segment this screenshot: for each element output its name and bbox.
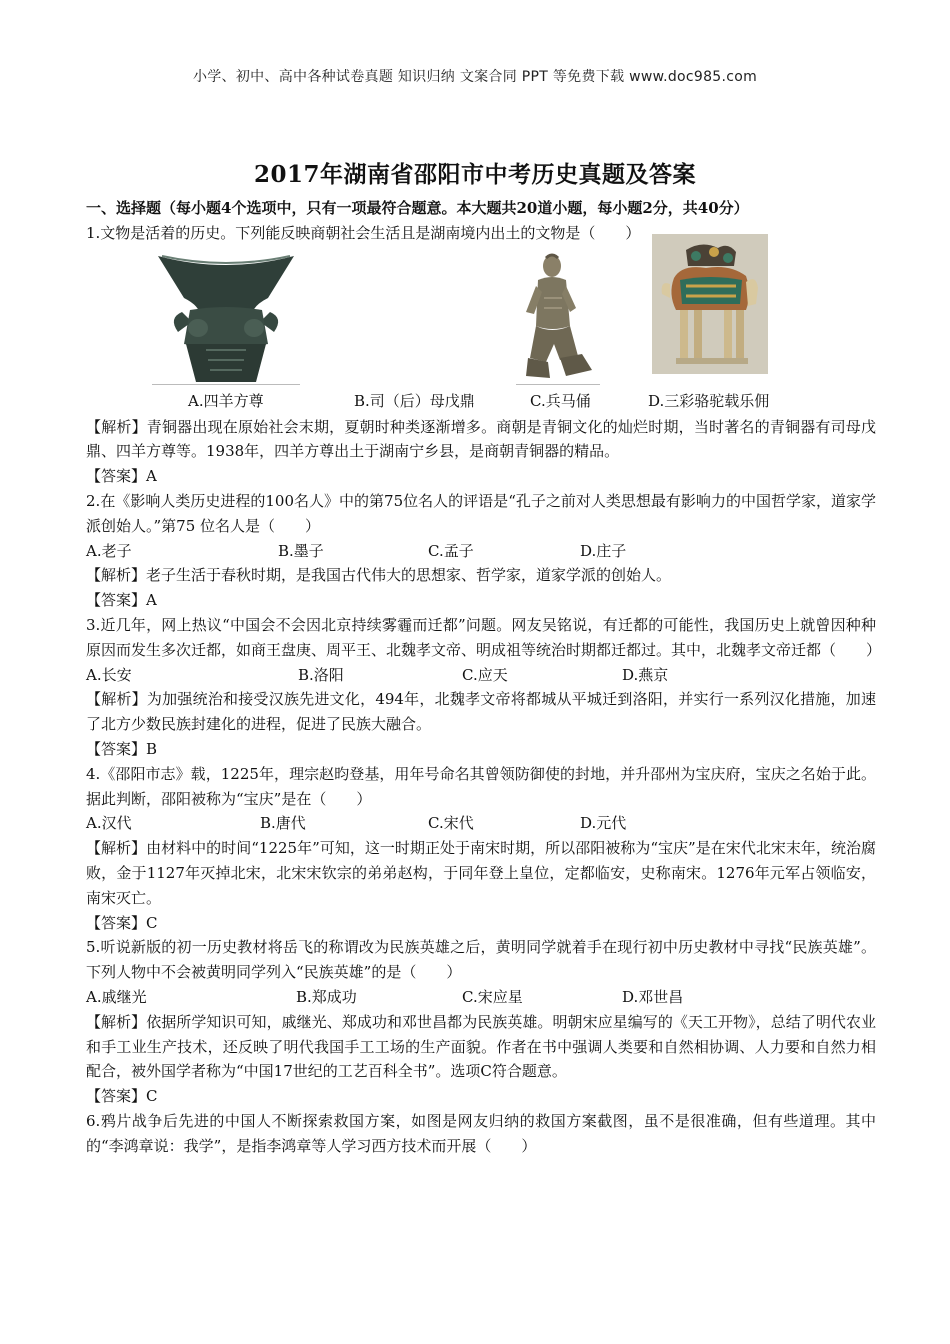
q3-options [86,663,876,688]
q4-stem: 4.《邵阳市志》载，1225年，理宗赵昀登基，用年号命名其曾领防御使的封地，并升邵州为宝庆府，宝庆之名始于此。据此判断，邵阳被称为“宝庆”是在（ ） [86,764,876,808]
q4-answer: 【答案】C [86,913,158,932]
tricolor-camel-image [652,234,768,374]
q2-stem: 2.在《影响人类历史进程的100名人》中的第75位名人的评语是“孔子之前对人类思想最有影响力的中国哲学家，道家学派创始人。”第75 位名人是（ ） [86,491,876,535]
q5-option-c: C.宋应星 [462,987,523,1006]
q5-option-b: B.郑成功 [296,987,357,1006]
terracotta-warrior-image [516,252,600,386]
q2-answer: 【答案】A [86,591,157,610]
q1-option-c: C.兵马俑 [530,391,591,410]
q3-analysis: 【解析】为加强统治和接受汉族先进文化，494年，北魏孝文帝将都城从平城迁到洛阳，并实行一系列汉化措施，加速了北方少数民族封建化的进程，促进了民族大融合。 [86,690,876,734]
q2-options [86,539,876,564]
q1-stem: 1.文物是活着的历史。下列能反映商朝社会生活且是湖南境内出土的文物是（ ） [86,223,641,242]
q5-stem: 5.听说新版的初一历史教材将岳飞的称谓改为民族英雄之后，黄明同学就着手在现行初中历史教材中寻找“民族英雄”。下列人物中不会被黄明同学列入“民族英雄”的是（ ） [86,938,876,982]
q3-stem: 3.近几年，网上热议“中国会不会因北京持续雾霾而迁都”问题。网友吴铭说，有迁都的可能性，我国历史上就曾因种种原因而发生多次迁都，如商王盘庚、周平王、北魏孝文帝、明成祖等统治时期都迁都过。其中，北魏孝文帝迁都（ ） [86,615,882,659]
q2-option-a: A.老子 [86,541,132,560]
q4-option-a: A.汉代 [86,814,132,833]
q4-analysis: 【解析】由材料中的时间“1225年”可知，这一时期正处于南宋时期，所以邵阳被称为“宝庆”是在宋代北宋末年，统治腐败，金于1127年灭掉北宋，北宋宋钦宗的弟弟赵构，于同年登上皇位，定都临安，史称南宋。1276年元军占领临安，南宋灭亡。 [86,839,876,907]
section-heading: 一、选择题（每小题4个选项中，只有一项最符合题意。本大题共20道小题，每小题2分，共40分） [86,199,749,217]
q6-stem: 6.鸦片战争后先进的中国人不断探索救国方案，如图是网友归纳的救国方案截图，虽不是很准确，但有些道理。其中的“李鸿章说：我学”，是指李鸿章等人学习西方技术而开展（ ） [86,1111,876,1155]
page-title: 2017年湖南省邵阳市中考历史真题及答案 [253,161,696,188]
q5-analysis: 【解析】依据所学知识可知，戚继光、郑成功和邓世昌都为民族英雄。明朝宋应星编写的《天工开物》，总结了明代农业和手工业生产技术，还反映了明代我国手工工场的生产面貌。作者在书中强调人类要和自然相协调、人力要和自然力相配合，被外国学者称为“中国17世纪的工艺百科全书”。选项C符合题意。 [86,1012,876,1081]
q4-options [86,811,876,836]
q1-option-b: B.司（后）母戊鼎 [354,391,475,410]
q2-option-b: B.墨子 [278,541,324,560]
q5-answer: 【答案】C [86,1087,158,1106]
q1-answer: 【答案】A [86,467,157,486]
q3-answer: 【答案】B [86,739,158,758]
q4-option-d: D.元代 [580,814,627,833]
q1-images [86,246,876,388]
q1-options [86,389,876,415]
q1-analysis: 【解析】青铜器出现在原始社会末期，夏朝时种类逐渐增多。商朝是青铜文化的灿烂时期，当时著名的青铜器有司母戊鼎、四羊方尊等。1938年，四羊方尊出土于湖南宁乡县，是商朝青铜器的精品。 [86,417,876,461]
q3-option-d: D.燕京 [622,665,669,684]
q4-option-c: C.宋代 [428,814,474,833]
q2-analysis: 【解析】老子生活于春秋时期，是我国古代伟大的思想家、哲学家，道家学派的创始人。 [86,566,672,585]
document-body [86,196,882,1159]
q3-option-b: B.洛阳 [298,665,344,684]
q2-option-c: C.孟子 [428,541,474,560]
q3-option-c: C.应天 [462,665,508,684]
bronze-zun-image [152,252,300,386]
q5-option-d: D.邓世昌 [622,987,684,1006]
q1-option-d: D.三彩骆驼载乐佣 [648,391,770,410]
q5-option-a: A.戚继光 [86,987,147,1006]
q1-option-a: A.四羊方尊 [188,391,264,410]
page-header: 小学、初中、高中各种试卷真题 知识归纳 文案合同 PPT 等免费下载 www.doc985.com [192,69,758,85]
q3-option-a: A.长安 [86,665,132,684]
q2-option-d: D.庄子 [580,541,627,560]
q4-option-b: B.唐代 [260,814,306,833]
q5-options [86,985,876,1010]
